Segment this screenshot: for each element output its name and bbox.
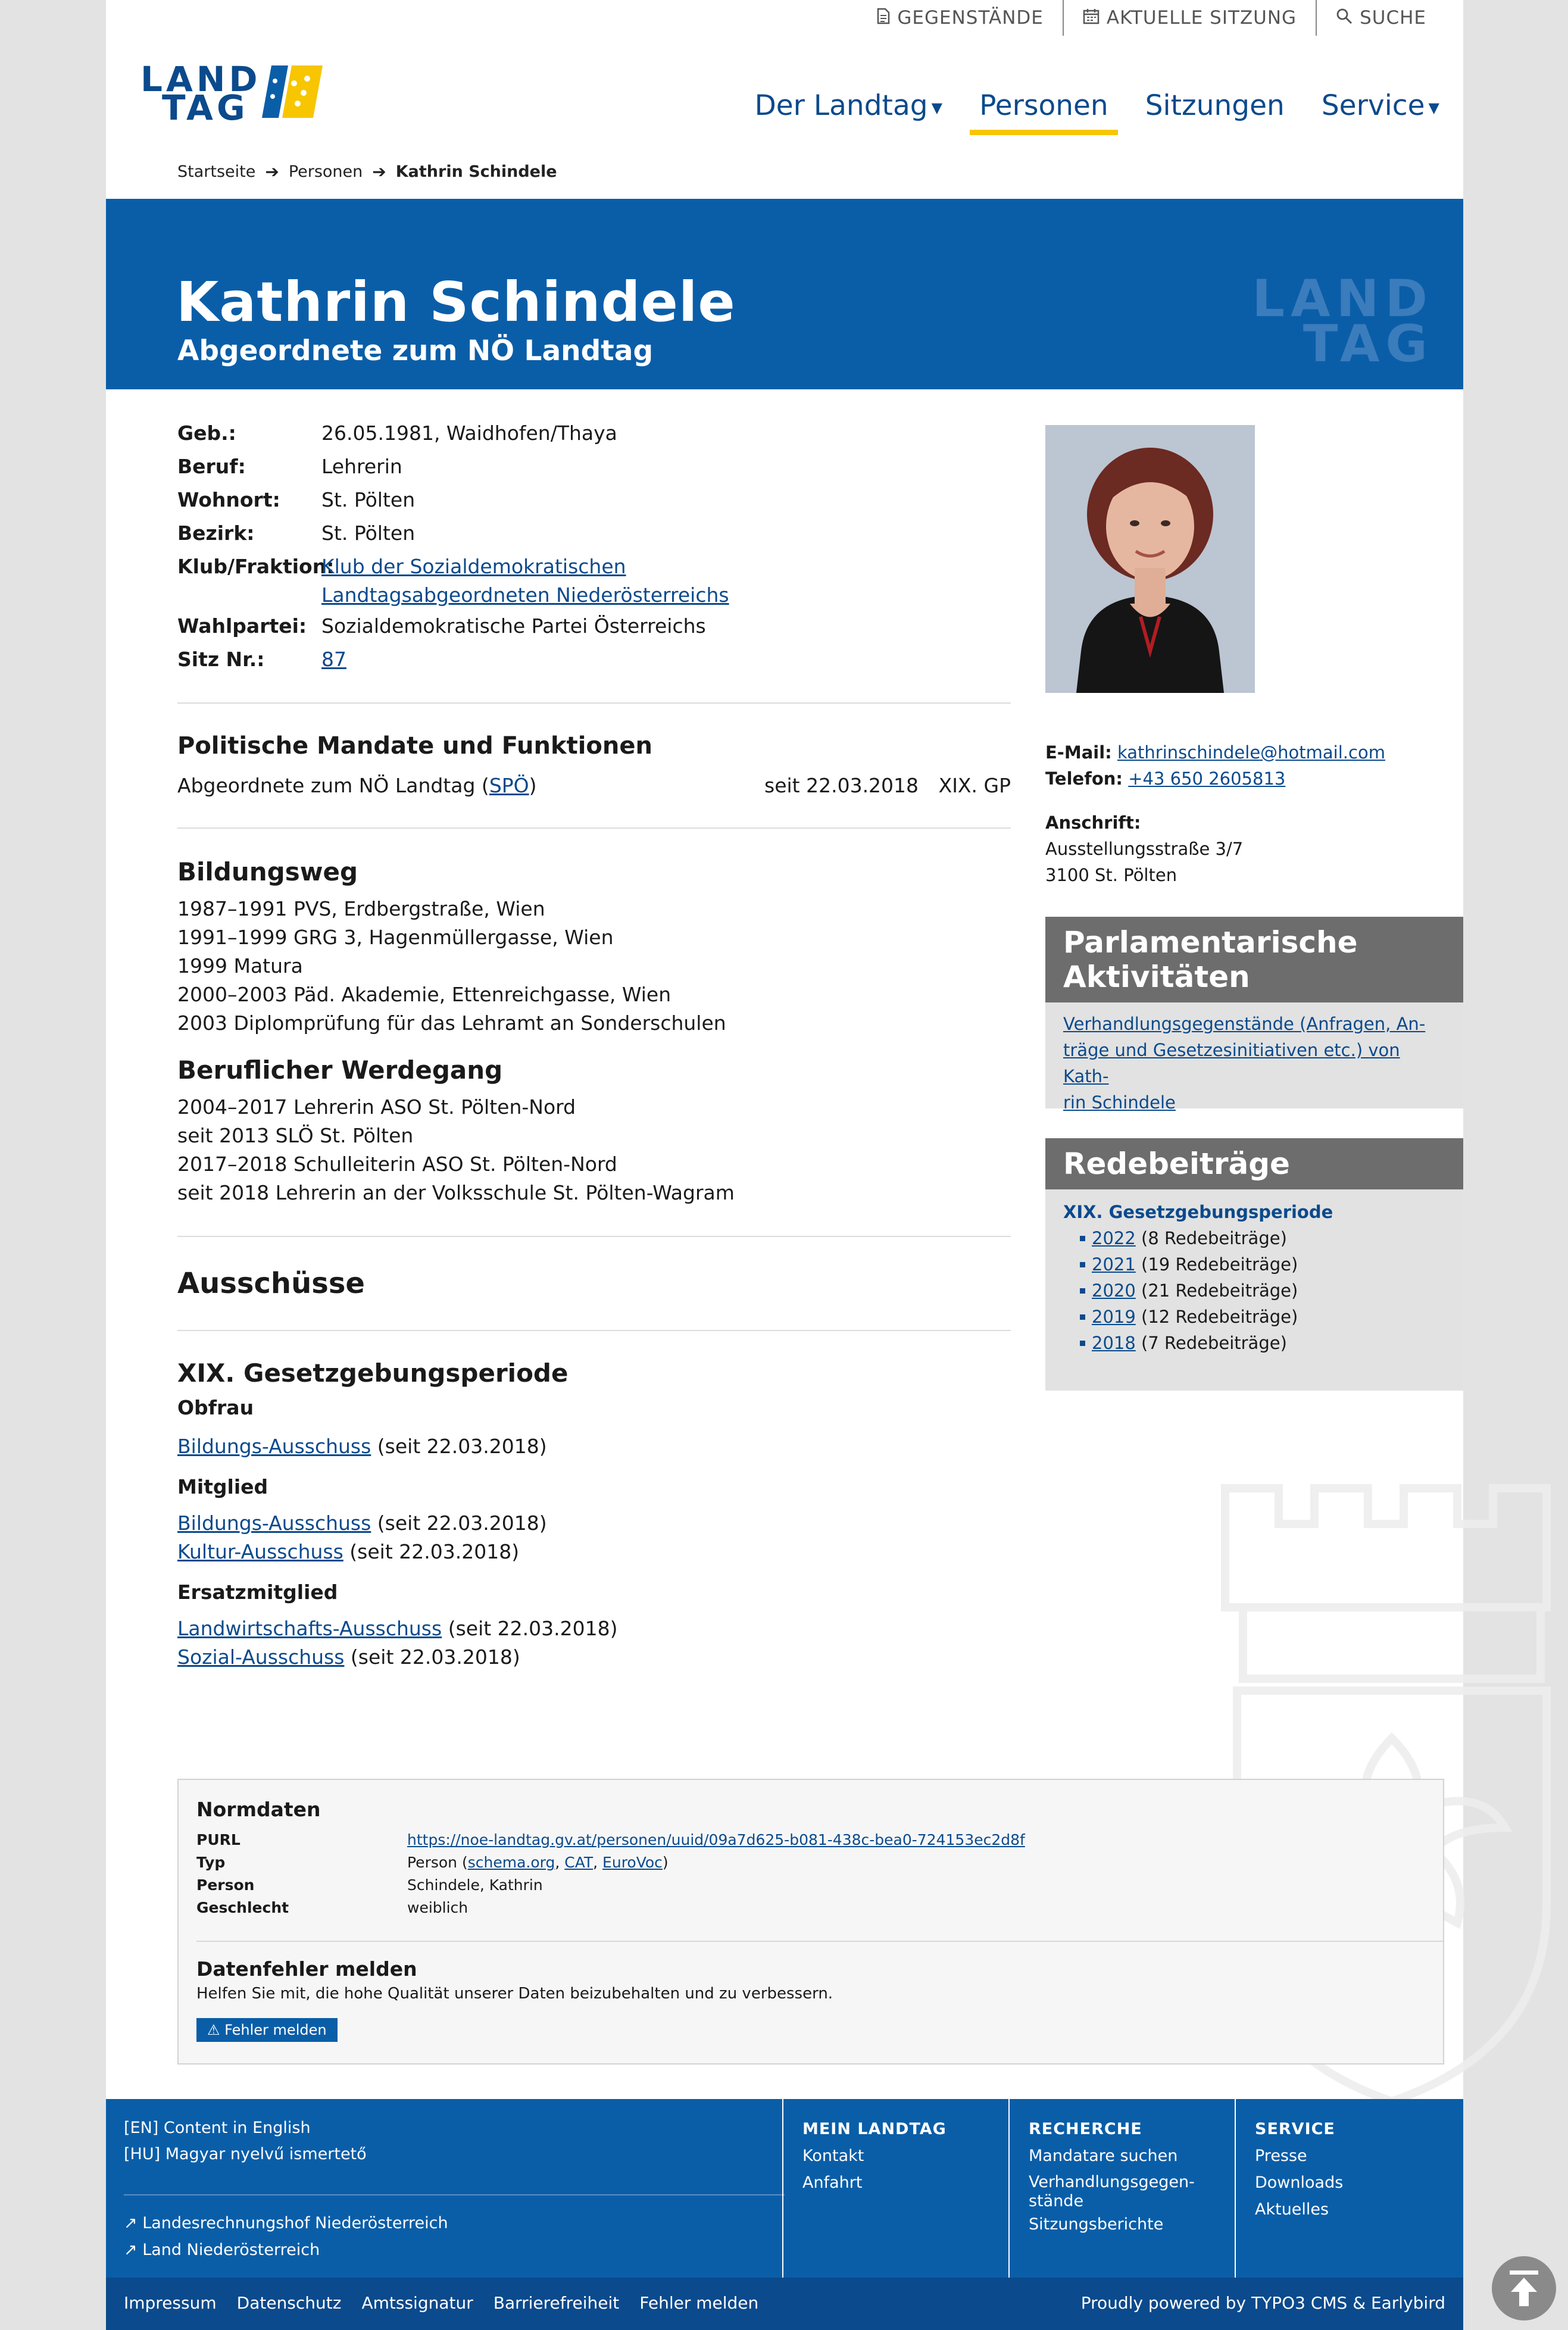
fact-value: St. Pölten [321,521,416,545]
activities-link[interactable] [1063,1011,1445,1116]
footer-main-col [124,2099,785,2278]
normdaten-panel [177,1779,1444,2064]
utility-bar [858,0,1445,36]
list-item: 2004–2017 Lehrerin ASO St. Pölten-Nord [177,1095,576,1119]
footer-link[interactable]: Downloads [1255,2173,1344,2192]
back-to-top-button[interactable] [1492,2256,1556,2320]
speeches-body [1045,1189,1463,1374]
normdaten-label: Typ [196,1854,226,1871]
typ-suffix: ) [662,1854,669,1871]
fact-row [177,643,1011,676]
committee-link[interactable]: Bildungs-Ausschuss [177,1511,371,1535]
error-report-text: Helfen Sie mit, die hohe Qualität unserer Daten beizubehalten und zu verbessern. [196,1985,833,2003]
footer-col-heading: SERVICE [1255,2120,1335,2138]
divider [177,827,1011,829]
committees-heading: Ausschüsse [177,1267,365,1300]
committee-item [177,1538,1011,1566]
utility-aktuelle-sitzung-label: AKTUELLE SITZUNG [1106,7,1297,29]
committee-role: Obfrau [177,1396,254,1419]
speeches-period: XIX. Gesetzgebungsperiode [1063,1202,1333,1222]
education-list [177,895,1011,1038]
hero-watermark-logo [1252,269,1433,374]
utility-aktuelle-sitzung[interactable] [1063,0,1316,36]
calendar-icon [1083,8,1100,29]
footer-barrierefreiheit[interactable]: Barrierefreiheit [493,2293,620,2313]
normdaten-row [196,1851,1025,1874]
footer-link[interactable]: Kontakt [802,2147,864,2165]
nav-service[interactable] [1322,89,1439,135]
speech-count: (21 Redebeiträge) [1141,1280,1298,1301]
address-label: Anschrift: [1045,813,1141,833]
phone-row [1045,766,1385,792]
email-row [1045,739,1385,766]
committees-period: XIX. Gesetzgebungsperiode [177,1358,569,1388]
speech-year-item [1080,1251,1445,1278]
address-street: Ausstellungsstraße 3/7 [1045,839,1244,859]
search-icon [1336,8,1353,29]
footer-link[interactable] [1029,2169,1235,2211]
speech-year-link[interactable]: 2018 [1092,1333,1136,1353]
nav-sitzungen[interactable] [1145,89,1285,135]
committee-since: (seit 22.03.2018) [442,1617,618,1640]
footer-link[interactable]: Mandatare suchen [1029,2147,1178,2165]
fact-row [177,610,1011,643]
career-list [177,1093,1011,1207]
person-value: Schindele, Kathrin [407,1876,543,1894]
list-item: seit 2018 Lehrerin an der Volksschule St. Pölten-Wagram [177,1181,735,1204]
fact-label: Beruf: [177,455,246,478]
address-city: 3100 St. Pölten [1045,865,1177,885]
mandate-suffix: ) [529,774,537,797]
fact-row [177,450,1011,483]
fact-label: Klub/Fraktion: [177,555,335,578]
external-link-icon: ↗ [124,2241,138,2259]
caret-down-icon: ▼ [931,99,943,116]
main-nav [718,89,1439,135]
speech-year-item [1080,1330,1445,1356]
mandate-row [177,774,1011,802]
main-content [177,417,1011,1672]
address-label-row [1045,810,1385,836]
utility-gegenstaende-label: GEGENSTÄNDE [897,7,1044,29]
list-item: 1999 Matura [177,954,303,977]
footer-col-recherche [1008,2099,1235,2278]
education-heading: Bildungsweg [177,857,358,886]
footer-lang-hu[interactable]: [HU] Magyar nyelvű ismertető [124,2145,367,2163]
list-item: 2003 Diplomprüfung für das Lehramt an Sonderschulen [177,1011,726,1035]
nav-der-landtag[interactable] [755,89,943,135]
speech-year-item [1080,1304,1445,1330]
footer-bottom-links [124,2293,779,2313]
hero-watermark-line1: LAND [1252,269,1433,329]
committee-item [177,1509,1011,1538]
contact-info [1045,739,1385,888]
nav-sitzungen-label: Sitzungen [1145,89,1285,122]
cat-link[interactable]: CAT [564,1854,594,1871]
committee-role: Mitglied [177,1475,268,1498]
mandate-since: seit 22.03.2018 [764,774,919,797]
breadcrumb [177,162,557,182]
speech-year-link[interactable]: 2020 [1092,1280,1136,1301]
activities-heading: Parlamentarische Aktivitäten [1045,917,1463,1002]
footer [106,2099,1463,2278]
external-link-icon: ↗ [124,2214,138,2232]
footer-external-1-label: Landesrechnungshof Niederösterreich [142,2214,448,2232]
breadcrumb-home[interactable]: Startseite [177,163,256,181]
speech-count: (19 Redebeiträge) [1141,1254,1298,1275]
nav-service-label: Service [1321,89,1425,122]
purl-link[interactable]: https://noe-landtag.gv.at/personen/uuid/09a7d625-b081-438c-bea0-724153ec2d8f [407,1831,1025,1848]
footer-datenschutz[interactable]: Datenschutz [236,2293,342,2313]
list-item: 2000–2003 Päd. Akademie, Ettenreichgasse, Wien [177,983,671,1006]
speeches-heading: Redebeiträge [1045,1138,1463,1189]
activities-link-line: Verhandlungsgegenstände (Anfragen, An- [1063,1014,1426,1034]
utility-suche-label: SUCHE [1360,7,1426,29]
divider [196,1941,1443,1942]
portrait-illustration [1045,425,1255,693]
logo-line1: LAND [140,59,261,99]
footer-link-line: stände [1029,2192,1084,2210]
fact-value: St. Pölten [321,488,416,511]
footer-external-1[interactable] [124,2210,448,2237]
hero-watermark-line2: TAG [1302,314,1433,374]
party-link[interactable]: SPÖ [489,774,529,797]
committee-role: Ersatzmitglied [177,1581,338,1604]
gender-value: weiblich [407,1899,468,1916]
footer-col-service [1235,2099,1463,2278]
fact-row [177,517,1011,550]
committee-since: (seit 22.03.2018) [343,1540,520,1563]
mandate-gp: XIX. GP [938,774,1011,797]
fact-label: Geb.: [177,421,236,445]
fact-label: Bezirk: [177,521,255,545]
error-report-heading: Datenfehler melden [196,1957,417,1981]
page-title: Kathrin Schindele [176,270,736,334]
normdaten-label: PURL [196,1831,240,1848]
committee-link[interactable]: Landwirtschafts-Ausschuss [177,1617,442,1640]
logo-line2: TAG [162,88,249,128]
portrait-photo [1045,425,1255,693]
committee-since: (seit 22.03.2018) [371,1435,547,1458]
mandate-prefix: Abgeordnete zum NÖ Landtag ( [177,774,489,797]
arrow-up-icon [1507,2269,1541,2307]
committee-item [177,1614,1011,1643]
footer-link-line: Verhandlungsgegen- [1029,2173,1195,2191]
divider [177,1236,1011,1237]
phone-label: Telefon: [1045,769,1123,789]
divider [177,702,1011,704]
committee-link[interactable]: Sozial-Ausschuss [177,1645,345,1669]
divider [124,2194,785,2195]
footer-fehler-melden[interactable]: Fehler melden [639,2293,759,2313]
footer-link[interactable]: Anfahrt [802,2173,863,2192]
email-link[interactable]: kathrinschindele@hotmail.com [1117,742,1385,763]
utility-suche[interactable] [1316,0,1445,36]
activities-link-line: rin Schindele [1063,1092,1176,1113]
klub-link[interactable]: Klub der Sozialdemokratischen Landtagsabgeordneten Niederösterreichs [321,555,729,607]
fact-value-wrap [321,643,1011,676]
warning-icon: ⚠ [207,2022,220,2038]
footer-col-heading: MEIN LANDTAG [802,2120,947,2138]
speech-year-item [1080,1225,1445,1251]
footer-link[interactable]: Aktuelles [1255,2200,1329,2219]
speech-count: (7 Redebeiträge) [1141,1333,1287,1353]
activities-body [1045,1002,1463,1133]
list-item: 1991–1999 GRG 3, Hagenmüllergasse, Wien [177,926,614,949]
fact-row [177,417,1011,450]
activities-link-line: träge und Gesetzesinitiativen etc.) von Kath- [1063,1040,1400,1086]
phone-link[interactable]: +43 650 2605813 [1128,769,1286,789]
normdaten-grid [196,1829,1025,1919]
activities-box [1045,917,1463,1113]
footer-external-2-label: Land Niederösterreich [142,2241,320,2259]
mandate-text [177,774,537,797]
committee-item [177,1643,1011,1672]
speech-count: (8 Redebeiträge) [1141,1228,1287,1248]
page [106,0,1463,2330]
fact-value: Sozialdemokratische Partei Österreichs [321,614,706,638]
email-label: E-Mail: [1045,742,1112,763]
hero-banner [106,199,1463,389]
speeches-box [1045,1138,1463,1391]
arrow-right-icon: ➔ [372,162,386,182]
utility-gegenstaende[interactable] [858,0,1062,36]
speech-year-link[interactable]: 2022 [1092,1228,1136,1248]
footer-external-2[interactable] [124,2237,320,2263]
footer-impressum[interactable]: Impressum [124,2293,217,2313]
logo-flag-icon [257,65,323,118]
list-item: seit 2013 SLÖ St. Pölten [177,1124,414,1147]
footer-lang-en[interactable]: [EN] Content in English [124,2119,311,2137]
committee-link[interactable]: Bildungs-Ausschuss [177,1435,371,1458]
committee-link[interactable]: Kultur-Ausschuss [177,1540,343,1563]
normdaten-row [196,1897,1025,1919]
speech-count: (12 Redebeiträge) [1141,1307,1298,1327]
mandates-heading: Politische Mandate und Funktionen [177,732,652,760]
committees-list [177,1396,1011,1672]
footer-col-mein-landtag [782,2099,1008,2278]
breadcrumb-current: Kathrin Schindele [395,163,557,181]
typ-prefix: Person ( [407,1854,468,1871]
fact-row [177,483,1011,517]
footer-bottom-bar [106,2278,1463,2330]
fact-value: 26.05.1981, Waidhofen/Thaya [321,421,617,445]
speech-year-item [1080,1278,1445,1304]
caret-down-icon: ▼ [1428,99,1439,116]
normdaten-row [196,1874,1025,1897]
fact-value: Lehrerin [321,455,402,478]
footer-amtssignatur[interactable]: Amtssignatur [361,2293,473,2313]
report-error-button[interactable] [196,2018,338,2042]
committee-since: (seit 22.03.2018) [371,1511,547,1535]
nav-personen[interactable] [979,89,1108,135]
breadcrumb-section[interactable]: Personen [288,163,363,181]
speech-year-link[interactable]: 2021 [1092,1254,1136,1275]
nav-personen-label: Personen [979,89,1108,122]
committee-since: (seit 22.03.2018) [344,1645,520,1669]
document-icon [877,8,890,29]
seat-number-link[interactable]: 87 [321,648,346,671]
normdaten-heading: Normdaten [196,1798,321,1821]
schema-org-link[interactable]: schema.org [467,1854,555,1871]
speeches-list [1080,1225,1445,1356]
normdaten-label: Person [196,1876,255,1894]
arrow-right-icon: ➔ [265,162,279,182]
fact-row [177,550,1011,610]
divider [177,1330,1011,1331]
footer-link[interactable]: Presse [1255,2147,1307,2165]
landtag-logo[interactable] [140,59,331,128]
committee-item [177,1432,1011,1461]
report-error-label: Fehler melden [224,2022,327,2038]
normdaten-label: Geschlecht [196,1899,289,1916]
list-item: 2017–2018 Schulleiterin ASO St. Pölten-Nord [177,1152,617,1176]
person-facts [177,417,1011,676]
nav-der-landtag-label: Der Landtag [754,89,928,122]
fact-label: Sitz Nr.: [177,648,265,671]
footer-powered-by: Proudly powered by TYPO3 CMS & Earlybird [1080,2293,1445,2313]
page-subtitle: Abgeordnete zum NÖ Landtag [177,335,654,367]
typ-value: Person (schema.org, CAT, EuroVoc) [407,1854,669,1871]
speech-year-link[interactable]: 2019 [1092,1307,1136,1327]
fact-label: Wohnort: [177,488,280,511]
footer-col-heading: RECHERCHE [1029,2120,1142,2138]
fact-value-wrap [321,550,1011,610]
normdaten-row [196,1829,1025,1851]
footer-link[interactable]: Sitzungsberichte [1029,2215,1164,2234]
eurovoc-link[interactable]: EuroVoc [602,1854,663,1871]
fact-label: Wahlpartei: [177,614,307,638]
career-heading: Beruflicher Werdegang [177,1055,503,1085]
list-item: 1987–1991 PVS, Erdbergstraße, Wien [177,897,545,920]
